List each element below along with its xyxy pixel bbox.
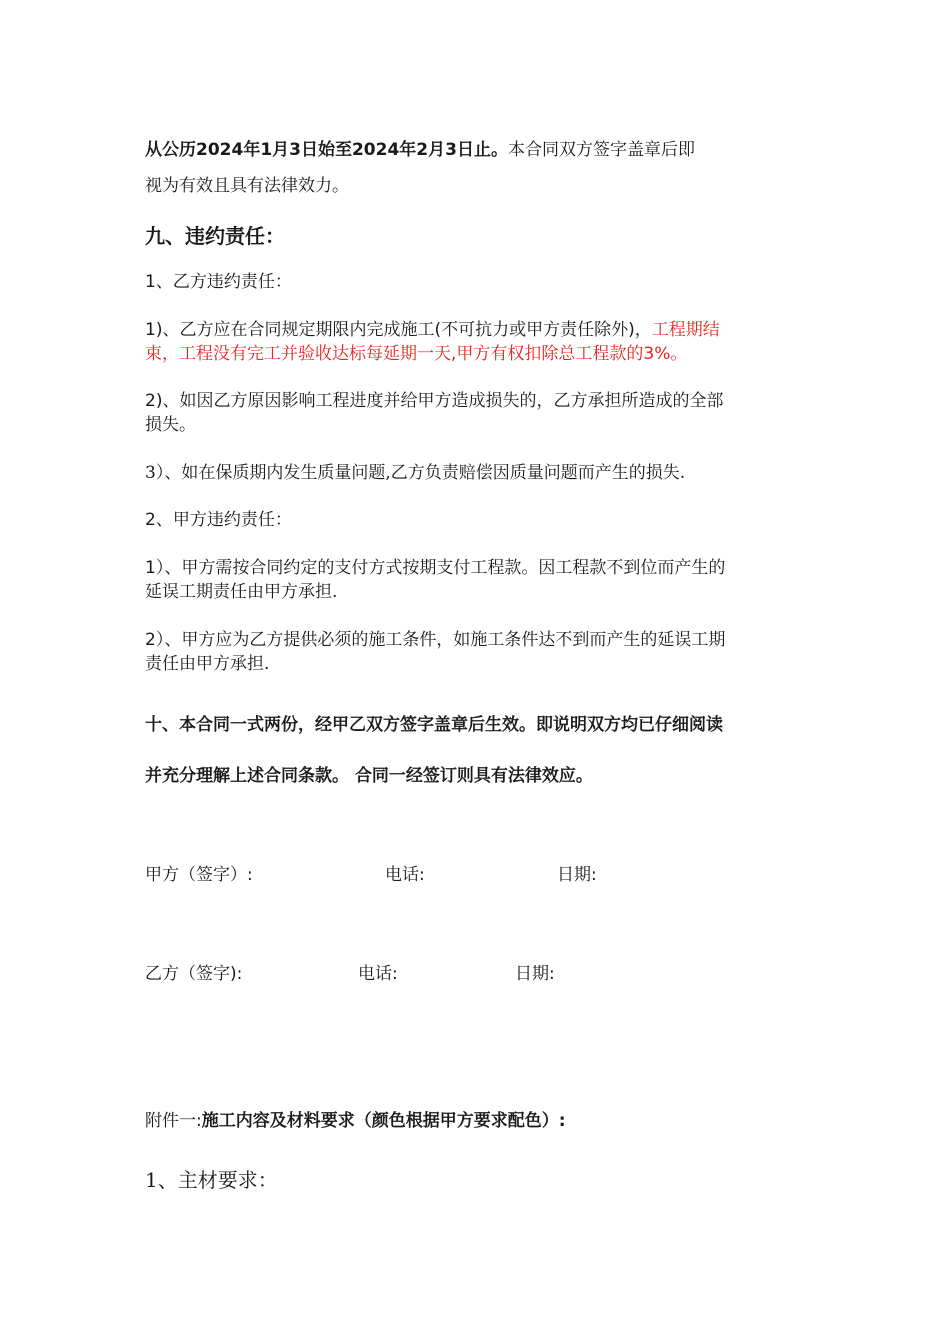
section10-line2: 并充分理解上述合同条款。 合同一经签订则具有法律效应。: [145, 766, 593, 786]
section9-heading: 九、违约责任：: [145, 224, 285, 248]
party-a-date-label: 日期:: [557, 865, 597, 885]
appendix-title-line: [145, 1109, 566, 1133]
party-b-clause1-line1: [145, 318, 720, 342]
party-b-signature-label: 乙方（签字):: [145, 964, 243, 984]
party-a-clause2-line2: 责任由甲方承担.: [145, 654, 270, 674]
party-a-clause2-line1: 2）、甲方应为乙方提供必须的施工条件，如施工条件达不到而产生的延误工期: [145, 630, 726, 650]
contract-term-period: 从公历2024年1月3日始至2024年2月3日止。: [145, 140, 508, 160]
party-b-clause3: 3）、如在保质期内发生质量问题,乙方负责赔偿因质量问题而产生的损失.: [145, 463, 686, 483]
contract-term-line1: [145, 138, 695, 162]
party-b-date-label: 日期:: [515, 964, 555, 984]
party-b-clause2-line2: 损失。: [145, 415, 196, 435]
contract-term-line2: 视为有效且具有法律效力。: [145, 176, 349, 196]
party-a-liability-title: 2、甲方违约责任：: [145, 510, 292, 530]
contract-term-effect: 本合同双方签字盖章后即: [507, 140, 695, 160]
party-a-phone-label: 电话:: [385, 865, 425, 885]
appendix-prefix: 附件一:: [145, 1111, 202, 1131]
appendix-item1-heading: 1、主材要求：: [145, 1168, 278, 1192]
appendix-title: 施工内容及材料要求（颜色根据甲方要求配色）:: [201, 1111, 566, 1131]
party-b-clause2-line1: 2)、如因乙方原因影响工程进度并给甲方造成损失的，乙方承担所造成的全部: [145, 391, 724, 411]
party-a-clause1-line1: 1）、甲方需按合同约定的支付方式按期支付工程款。因工程款不到位而产生的: [145, 558, 726, 578]
party-b-phone-label: 电话:: [358, 964, 398, 984]
party-a-clause1-line2: 延误工期责任由甲方承担.: [145, 582, 338, 602]
party-a-signature-label: 甲方（签字）:: [145, 865, 253, 885]
party-b-clause1-text: 1)、乙方应在合同规定期限内完成施工(不可抗力或甲方责任除外)，: [145, 320, 652, 340]
party-b-clause1-penalty-start: 工程期结: [651, 320, 720, 340]
party-b-liability-title: 1、乙方违约责任：: [145, 272, 292, 292]
party-b-clause1-line2: 束，工程没有完工并验收达标每延期一天,甲方有权扣除总工程款的3%。: [145, 344, 688, 364]
section10-line1: 十、本合同一式两份，经甲乙双方签字盖章后生效。即说明双方均已仔细阅读: [145, 715, 723, 735]
